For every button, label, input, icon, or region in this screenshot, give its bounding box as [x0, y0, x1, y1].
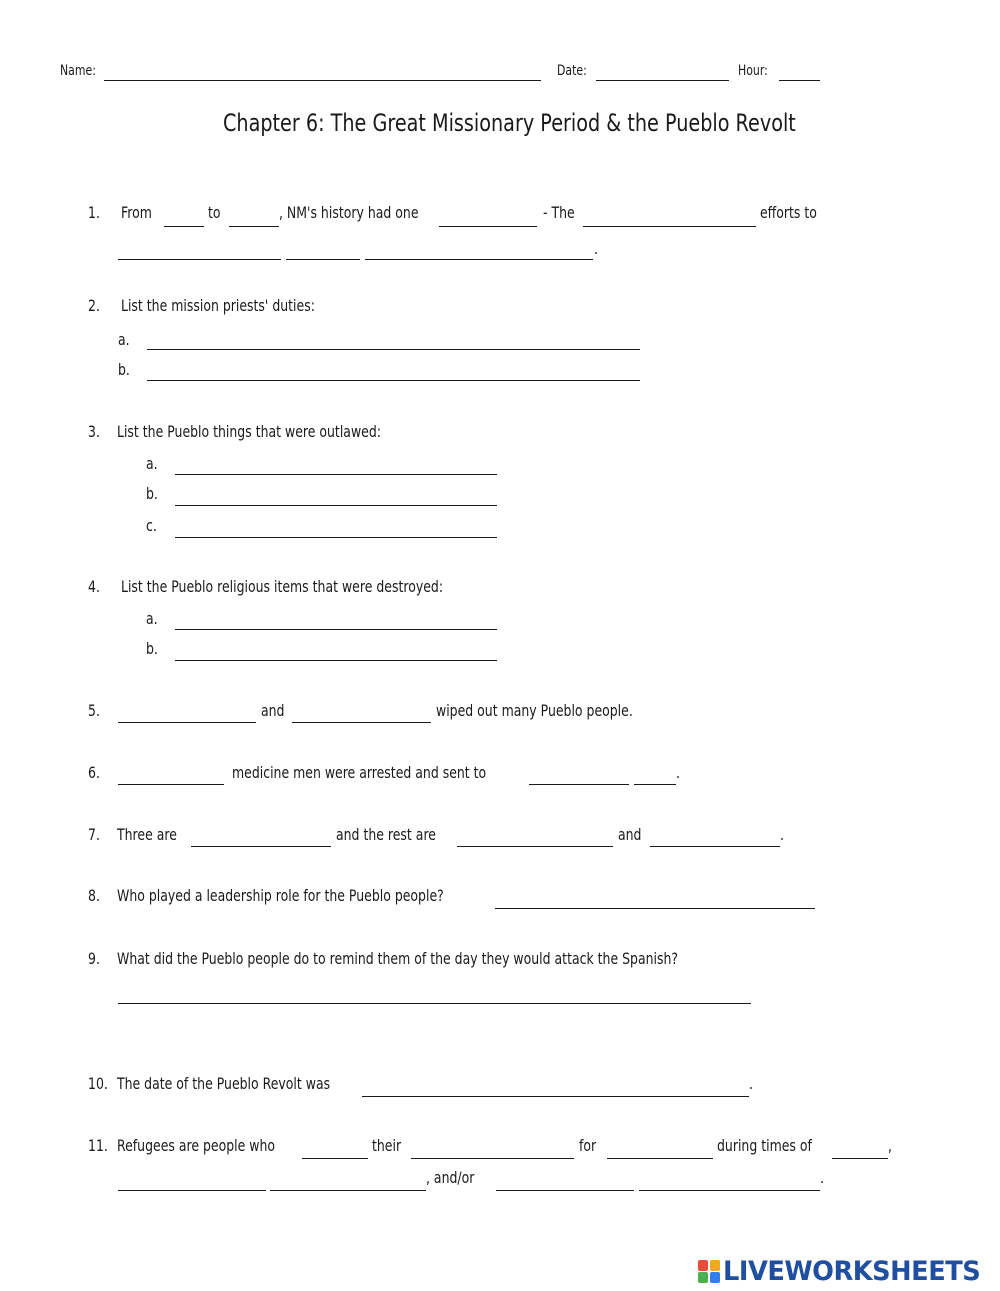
q2-number: 2. [88, 296, 100, 315]
date-field[interactable] [596, 80, 729, 81]
liveworksheets-logo-icon [698, 1260, 720, 1284]
q4-label-b: b. [146, 639, 158, 658]
q2-label-a: a. [118, 330, 130, 349]
q2-question: List the mission priests' duties: [121, 296, 315, 315]
q1-number: 1. [88, 203, 100, 222]
q11-comma: , [888, 1136, 892, 1155]
q11-blank-time-5[interactable] [639, 1190, 820, 1191]
q4-label-a: a. [146, 609, 158, 628]
q3-blank-c[interactable] [175, 537, 497, 538]
q1-blank-what[interactable] [365, 259, 593, 260]
q3-label-b: b. [146, 484, 158, 503]
q2-blank-b[interactable] [147, 380, 640, 381]
q4-question: List the Pueblo religious items that were destroyed: [121, 577, 444, 596]
q1-from: From [121, 203, 152, 222]
q11-blank-time-4[interactable] [496, 1190, 634, 1191]
q7-blank-1[interactable] [191, 846, 331, 847]
logo-block-blue [710, 1272, 720, 1283]
q5-and: and [261, 701, 285, 720]
q1-the: - The [543, 203, 575, 222]
q11-period: . [820, 1168, 824, 1187]
q11-blank-time-3[interactable] [270, 1190, 426, 1191]
q10-number: 10. [88, 1074, 108, 1093]
q11-andor: , and/or [426, 1168, 475, 1187]
q5-blank-1[interactable] [118, 722, 256, 723]
q7-number: 7. [88, 825, 100, 844]
q1-to: to [208, 203, 221, 222]
q9-blank[interactable] [118, 1003, 751, 1004]
q7-blank-2[interactable] [457, 846, 613, 847]
q6-text: medicine men were arrested and sent to [232, 763, 487, 782]
q7-period: . [780, 825, 784, 844]
q1-period: . [594, 239, 598, 258]
q6-blank-place-2[interactable] [634, 784, 676, 785]
q11-blank-verb[interactable] [302, 1158, 368, 1159]
q4-blank-b[interactable] [175, 660, 497, 661]
q5-blank-2[interactable] [292, 722, 431, 723]
liveworksheets-logo-text: LIVEWORKSHEETS [723, 1256, 981, 1287]
q5-rest: wiped out many Pueblo people. [436, 701, 633, 720]
q11-blank-noun[interactable] [411, 1158, 574, 1159]
q10-question: The date of the Pueblo Revolt was [117, 1074, 331, 1093]
q11-their: their [372, 1136, 402, 1155]
q6-period: . [676, 763, 680, 782]
q11-number: 11. [88, 1136, 108, 1155]
q6-number: 6. [88, 763, 100, 782]
q1-blank-end-year[interactable] [229, 226, 279, 227]
q3-number: 3. [88, 422, 100, 441]
q3-blank-a[interactable] [175, 474, 497, 475]
q2-blank-a[interactable] [147, 349, 640, 350]
q5-number: 5. [88, 701, 100, 720]
q3-label-c: c. [146, 516, 157, 535]
q1-history: , NM's history had one [279, 203, 419, 222]
q7-rest: and the rest are [336, 825, 436, 844]
q2-label-b: b. [118, 360, 130, 379]
q4-number: 4. [88, 577, 100, 596]
q11-for: for [579, 1136, 597, 1155]
q11-blank-time-2[interactable] [118, 1190, 266, 1191]
logo-block-red [698, 1260, 708, 1271]
q11-during: during times of [717, 1136, 812, 1155]
liveworksheets-logo [698, 1256, 994, 1287]
q8-number: 8. [88, 886, 100, 905]
q3-blank-b[interactable] [175, 505, 497, 506]
q1-blank-group[interactable] [583, 226, 756, 227]
q1-efforts: efforts to [760, 203, 817, 222]
q7-blank-3[interactable] [650, 846, 780, 847]
q7-three: Three are [117, 825, 177, 844]
q1-blank-focus[interactable] [439, 226, 537, 227]
hour-label: Hour: [738, 63, 768, 79]
page-title: Chapter 6: The Great Missionary Period & the Pueblo Revolt [223, 109, 796, 137]
q8-blank[interactable] [495, 908, 815, 909]
logo-block-orange [710, 1260, 720, 1271]
date-label: Date: [557, 63, 587, 79]
q10-blank[interactable] [362, 1096, 749, 1097]
logo-block-green [698, 1272, 708, 1283]
q3-question: List the Pueblo things that were outlawed: [117, 422, 381, 441]
name-label: Name: [60, 63, 96, 79]
q7-and: and [618, 825, 642, 844]
q11-text: Refugees are people who [117, 1136, 276, 1155]
q11-blank-time-1[interactable] [832, 1158, 888, 1159]
hour-field[interactable] [779, 80, 820, 81]
q3-label-a: a. [146, 454, 158, 473]
q8-question: Who played a leadership role for the Pueblo people? [117, 886, 444, 905]
q9-number: 9. [88, 949, 100, 968]
name-field[interactable] [104, 80, 541, 81]
q9-question: What did the Pueblo people do to remind them of the day they would attack the Spanish? [117, 949, 679, 968]
q11-blank-reason[interactable] [607, 1158, 713, 1159]
q1-blank-verb[interactable] [118, 259, 281, 260]
q6-blank-place-1[interactable] [529, 784, 629, 785]
q10-period: . [749, 1074, 753, 1093]
q1-blank-who[interactable] [286, 259, 360, 260]
q6-blank-count[interactable] [118, 784, 224, 785]
q1-blank-start-year[interactable] [164, 226, 204, 227]
q4-blank-a[interactable] [175, 629, 497, 630]
